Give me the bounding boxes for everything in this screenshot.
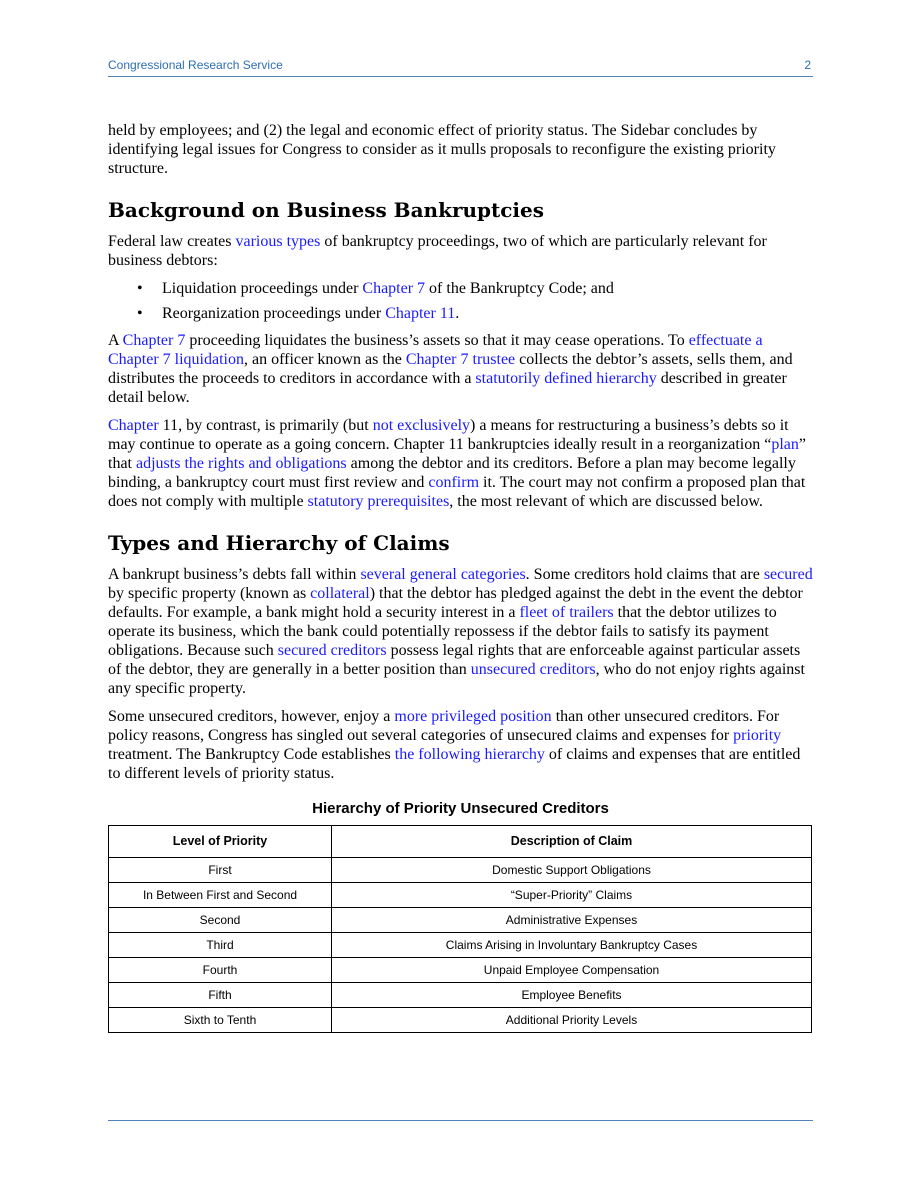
table-cell: Administrative Expenses [332,908,812,933]
table-cell: First [109,858,332,883]
paragraph [108,232,813,270]
text-run: . Some creditors hold claims that are [525,566,764,583]
text-run: of claims and expenses that are entitled to different levels of priority status. [108,746,801,782]
table-cell: Fourth [109,958,332,983]
table-row [109,933,812,958]
table-cell: Claims Arising in Involuntary Bankruptcy Cases [332,933,812,958]
text-run: that the debtor utilizes to operate its business, which the bank could potentially repossess if the debtor fails to satisfy its payment obligations. Because such [108,604,777,659]
text-run: among the debtor and its creditors. Before a plan may become legally binding, a bankruptcy court must first review and [108,455,796,491]
link[interactable]: plan [771,436,799,453]
text-run: possess legal rights that are enforceable against particular assets of the debtor, they are generally in a better position than [108,642,801,678]
table-row [109,983,812,1008]
link[interactable]: collateral [310,585,370,602]
intro-paragraph: held by employees; and (2) the legal and economic effect of priority status. The Sidebar concludes by identifying legal issues for Congress to consider as it mulls proposals to reconfigure the existing priority structure. [108,122,776,177]
link[interactable]: Chapter [108,417,159,434]
table-title: Hierarchy of Priority Unsecured Creditors [312,800,609,817]
column-header-level: Level of Priority [109,826,332,858]
section-heading-claims: Types and Hierarchy of Claims [108,531,450,555]
text-run: than other unsecured creditors. For policy reasons, Congress has singled out several categories of unsecured claims and expenses for [108,708,780,744]
table-cell: “Super-Priority” Claims [332,883,812,908]
table-row [109,858,812,883]
link[interactable]: statutorily defined hierarchy [475,370,657,387]
text-run: ” that [108,436,806,472]
link[interactable]: adjusts the rights and obligations [136,455,347,472]
link[interactable]: Chapter 7 trustee [405,351,516,368]
column-header-description: Description of Claim [332,826,812,858]
table-cell: Second [109,908,332,933]
text-run: . [455,305,460,322]
paragraph [108,565,813,698]
link[interactable]: fleet of trailers [519,604,614,621]
table-cell: Employee Benefits [332,983,812,1008]
link[interactable]: effectuate a Chapter 7 liquidation [108,332,763,368]
link[interactable]: not exclusively [372,417,471,434]
link[interactable]: Chapter 7 [122,332,186,349]
text-run: 11, by contrast, is primarily (but [158,417,373,434]
link[interactable]: Chapter 11 [385,305,456,322]
link[interactable]: unsecured creditors [470,661,596,678]
link[interactable]: confirm [428,474,480,491]
bullet-list [108,279,813,323]
text-run: , the most relevant of which are discussed below. [449,493,763,510]
text-run: it. The court may not confirm a proposed plan that does not comply with multiple [108,474,806,510]
text-run: Liquidation proceedings under [162,280,363,297]
priority-table [108,825,812,1033]
link[interactable]: priority [733,727,782,744]
paragraph [108,416,813,511]
table-cell: Sixth to Tenth [109,1008,332,1033]
text-run: of the Bankruptcy Code; and [425,280,614,297]
table-cell: Unpaid Employee Compensation [332,958,812,983]
page-number: 2 [804,58,811,72]
text-run: ) a means for restructuring a business’s debts so it may continue to operate as a going concern. Chapter 11 bankruptcies ideally result in a reorganization “ [108,417,789,453]
running-header [108,58,813,77]
table-row [109,883,812,908]
footer-rule [108,1120,813,1121]
text-run: ) that the debtor has pledged against the debt in the event the debtor defaults. For example, a bank might hold a security interest in a [108,585,803,621]
text-run: Reorganization proceedings under [162,305,386,322]
text-run: by specific property (known as [108,585,311,602]
link[interactable]: various types [235,233,321,250]
text-run: proceeding liquidates the business’s assets so that it may cease operations. To [185,332,689,349]
text-run: of bankruptcy proceedings, two of which are particularly relevant for business debtors: [108,233,767,269]
link[interactable]: more privileged position [394,708,552,725]
table-cell: Third [109,933,332,958]
text-run: A [108,332,123,349]
text-run: , who do not enjoy rights against any specific property. [108,661,805,697]
table-row [109,958,812,983]
table-cell: Domestic Support Obligations [332,858,812,883]
list-item [108,304,813,323]
link[interactable]: statutory prerequisites [307,493,450,510]
link[interactable]: several general categories [360,566,526,583]
text-run: Federal law creates [108,233,236,250]
link[interactable]: the following hierarchy [394,746,545,763]
text-run: described in greater detail below. [108,370,787,406]
table-row [109,1008,812,1033]
link[interactable]: secured [763,566,813,583]
link[interactable]: secured creditors [277,642,387,659]
paragraph [108,707,813,783]
table-row [109,908,812,933]
list-item [108,279,813,298]
table-cell: Fifth [109,983,332,1008]
header-org: Congressional Research Service [108,58,283,72]
table-cell: Additional Priority Levels [332,1008,812,1033]
text-run: collects the debtor’s assets, sells them, and distributes the proceeds to creditors in accordance with a [108,351,793,387]
section-heading-background: Background on Business Bankruptcies [108,198,545,222]
document-body [108,121,813,1033]
text-run: A bankrupt business’s debts fall within [108,566,361,583]
link[interactable]: Chapter 7 [362,280,426,297]
text-run: treatment. The Bankruptcy Code establishes [108,746,395,763]
text-run: , an officer known as the [243,351,406,368]
table-header-row [109,826,812,858]
text-run: Some unsecured creditors, however, enjoy a [108,708,395,725]
table-cell: In Between First and Second [109,883,332,908]
paragraph [108,331,813,407]
